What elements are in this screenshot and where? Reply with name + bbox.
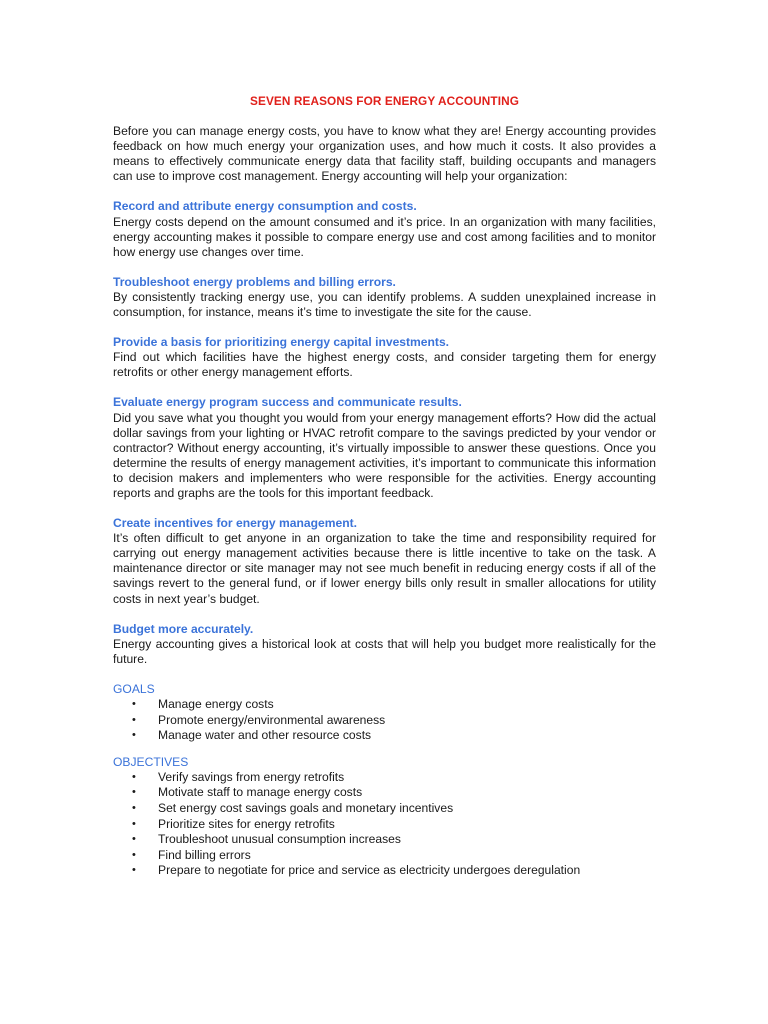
list-item-text: Find billing errors bbox=[158, 847, 251, 862]
section-body: Find out which facilities have the highest energy costs, and consider targeting them for energy retrofits or other energy management efforts. bbox=[113, 350, 656, 380]
document-page bbox=[113, 94, 656, 890]
section-body: By consistently tracking energy use, you can identify problems. A sudden unexplained increase in consumption, for instance, means it’s time to investigate the site for the cause. bbox=[113, 289, 656, 320]
list-item bbox=[113, 770, 656, 786]
section-troubleshoot bbox=[113, 275, 656, 320]
goals-heading: GOALS bbox=[113, 681, 155, 696]
objectives-heading: OBJECTIVES bbox=[113, 754, 189, 769]
list-item-text: Manage water and other resource costs bbox=[158, 728, 372, 743]
goals-list bbox=[113, 697, 656, 744]
section-heading: Budget more accurately. bbox=[113, 621, 254, 636]
list-item bbox=[113, 848, 656, 864]
list-item bbox=[113, 785, 656, 801]
bullet-icon: • bbox=[132, 786, 136, 799]
section-heading: Troubleshoot energy problems and billing errors. bbox=[113, 274, 396, 289]
bullet-icon: • bbox=[132, 833, 136, 846]
list-item bbox=[113, 697, 656, 713]
bullet-icon: • bbox=[132, 848, 136, 861]
list-item-text: Prioritize sites for energy retrofits bbox=[158, 816, 335, 831]
section-heading: Create incentives for energy management. bbox=[113, 516, 357, 531]
section-heading: Record and attribute energy consumption and costs. bbox=[113, 199, 417, 214]
bullet-icon: • bbox=[132, 864, 136, 877]
intro-paragraph: Before you can manage energy costs, you have to know what they are! Energy accounting provides feedback on how much energy your organization uses, and how much it costs. It also provides a means to effectively communicate energy data that facility staff, building occupants and managers can use to improve cost management. Energy accounting will help your organization: bbox=[113, 124, 656, 184]
list-item bbox=[113, 728, 656, 744]
section-body: Energy accounting gives a historical look at costs that will help you budget more realistically for the future. bbox=[113, 636, 656, 666]
list-item bbox=[113, 832, 656, 848]
objectives-list bbox=[113, 770, 656, 879]
section-budget bbox=[113, 622, 656, 667]
list-item-text: Verify savings from energy retrofits bbox=[158, 769, 345, 784]
bullet-icon: • bbox=[132, 817, 136, 830]
list-item-text: Motivate staff to manage energy costs bbox=[158, 785, 363, 800]
section-prioritize bbox=[113, 335, 656, 380]
list-item-text: Troubleshoot unusual consumption increases bbox=[158, 832, 401, 847]
section-record-attribute bbox=[113, 199, 656, 259]
section-body: It’s often difficult to get anyone in an organization to take the time and responsibility required for carrying out energy management activities because there is little incentive to take on the task. A maintenance director or site manager may not see much benefit in reducing energy costs if all of the savings revert to the general fund, or if lower energy bills only result in smaller allocations for utility costs in next year’s budget. bbox=[113, 531, 656, 606]
list-item-text: Manage energy costs bbox=[158, 697, 274, 711]
list-item bbox=[113, 801, 656, 817]
section-body: Did you save what you thought you would from your energy management efforts? How did the actual dollar savings from your lighting or HVAC retrofit compare to the savings predicted by your vendor or contractor? Without energy accounting, it’s virtually impossible to answer these questions. Once you determine the results of energy management activities, it’s important to communicate this information to decision makers and implementers who were responsible for the activities. Energy accounting reports and graphs are the tools for this important feedback. bbox=[113, 410, 656, 500]
section-incentives bbox=[113, 516, 656, 607]
section-heading: Provide a basis for prioritizing energy capital investments. bbox=[113, 335, 450, 350]
list-item bbox=[113, 817, 656, 833]
list-item bbox=[113, 863, 656, 879]
list-item-text: Promote energy/environmental awareness bbox=[158, 712, 386, 727]
bullet-icon: • bbox=[132, 729, 136, 742]
document-title: SEVEN REASONS FOR ENERGY ACCOUNTING bbox=[250, 94, 519, 108]
bullet-icon: • bbox=[132, 770, 136, 783]
section-evaluate bbox=[113, 395, 656, 501]
bullet-icon: • bbox=[132, 698, 136, 710]
list-item bbox=[113, 713, 656, 729]
section-body: Energy costs depend on the amount consumed and it’s price. In an organization with many facilities, energy accounting makes it possible to compare energy use and cost among facilities and to monitor how energy use changes over time. bbox=[113, 214, 656, 259]
bullet-icon: • bbox=[132, 713, 136, 726]
section-heading: Evaluate energy program success and communicate results. bbox=[113, 395, 462, 410]
bullet-icon: • bbox=[132, 802, 136, 815]
list-item-text: Prepare to negotiate for price and service as electricity undergoes deregulation bbox=[158, 863, 581, 878]
list-item-text: Set energy cost savings goals and monetary incentives bbox=[158, 801, 454, 816]
